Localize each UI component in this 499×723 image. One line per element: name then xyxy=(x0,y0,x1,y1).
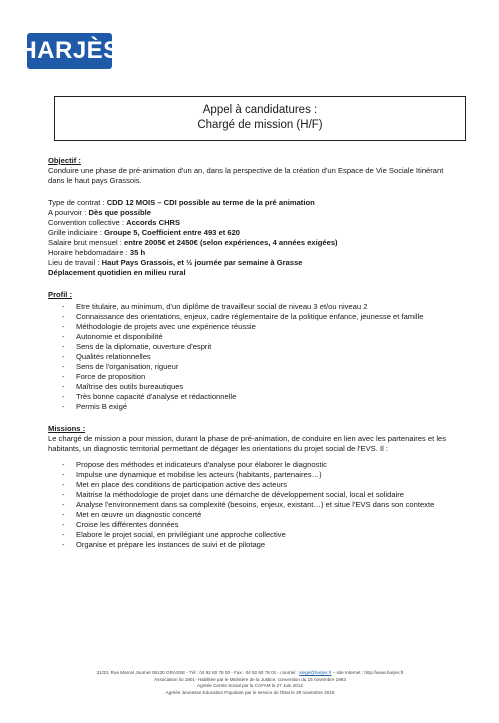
list-item: - Très bonne capacité d'analyse et rédactionnelle xyxy=(48,392,458,402)
list-item: - Maîtrise des outils bureautiques xyxy=(48,382,458,392)
list-item: - Propose des méthodes et indicateurs d'analyse pour élaborer le diagnostic xyxy=(48,460,458,470)
footer-association: Association loi 1901- Habilitée par le Ministère de la Justice, convention du 15 novembre 1993 xyxy=(154,676,346,682)
contract-travel: Déplacement quotidien en milieu rural xyxy=(48,268,186,277)
footer-centre-social: Agréée Centre Social par la CAFAM le 27 Juin 2012 xyxy=(197,683,303,689)
list-item: - Sens de l'organisation, rigueur xyxy=(48,362,458,372)
objectif-heading: Objectif : xyxy=(48,156,81,165)
list-item: - Analyse l'environnement dans sa complexité (besoins, enjeux, existant…) et situe l'EVS dans son contexte xyxy=(48,500,458,510)
list-item: - Organise et prépare les instances de suivi et de pilotage xyxy=(48,540,458,550)
list-item: - Autonomie et disponibilité xyxy=(48,332,458,342)
list-item: - Qualités relationnelles xyxy=(48,352,458,362)
contract-start: A pourvoir : Dès que possible xyxy=(48,208,151,217)
profil-heading: Profil : xyxy=(48,290,73,299)
footer-address: 31/33, Rue Marcel Journet 06130 GRASSE - Tél : 04 92 60 78 00 - Fax : 04 92 60 78 01 - courriel : siege@harjes.fr – site Internet : http://www.harjes.fr xyxy=(96,670,404,675)
profil-list xyxy=(48,302,458,412)
contract-type: Type de contrat : CDD 12 MOIS – CDI possible au terme de la pré animation xyxy=(48,198,315,207)
document-body xyxy=(48,156,458,550)
footer-email-link[interactable]: siege@harjes.fr xyxy=(299,670,332,675)
list-item: - Méthodologie de projets avec une expérience réussie xyxy=(48,322,458,332)
list-item: - Permis B exigé xyxy=(48,402,458,412)
contract-salary: Salaire brut mensuel : entre 2005€ et 2450€ (selon expériences, 4 années exigées) xyxy=(48,238,338,247)
list-item: - Force de proposition xyxy=(48,372,458,382)
contract-details xyxy=(48,198,458,278)
list-item: - Croise les différentes données xyxy=(48,520,458,530)
contract-hours: Horaire hebdomadaire : 35 h xyxy=(48,248,146,257)
title-box xyxy=(54,96,466,141)
list-item: - Elabore le projet social, en privilégiant une approche collective xyxy=(48,530,458,540)
list-item: - Maitrise la méthodologie de projet dans une démarche de développement social, local et solidaire xyxy=(48,490,458,500)
title-line-1: Appel à candidatures : xyxy=(202,104,318,116)
footer xyxy=(20,670,480,696)
list-item: - Connaissance des orientations, enjeux, cadre réglementaire de la politique enfance, jeunesse et famille xyxy=(48,312,458,322)
missions-intro: Le chargé de mission a pour mission, durant la phase de pré-animation, de conduire en lien avec les partenaires et les habitants, un diagnostic territorial permettant de dégager les orientations du projet social de l'EVS. Il : xyxy=(48,434,447,453)
list-item: - Sens de la diplomatie, ouverture d'esprit xyxy=(48,342,458,352)
missions-list xyxy=(48,460,458,550)
title-line-2: Chargé de mission (H/F) xyxy=(197,119,323,131)
list-item: - Met en œuvre un diagnostic concerté xyxy=(48,510,458,520)
contract-grid: Grille indiciaire : Groupe 5, Coefficient entre 493 et 620 xyxy=(48,228,241,237)
list-item: - Etre titulaire, au minimum, d'un diplôme de travailleur social de niveau 3 et/ou niveau 2 xyxy=(48,302,458,312)
list-item: - Impulse une dynamique et mobilise les acteurs (habitants, partenaires…) xyxy=(48,470,458,480)
contract-location: Lieu de travail : Haut Pays Grassois, et ½ journée par semaine à Grasse xyxy=(48,258,303,267)
missions-heading: Missions : xyxy=(48,424,86,433)
objectif-text: Conduire une phase de pré-animation d'un an, dans la perspective de la création d'un Espace de Vie Sociale Itinérant dans le haut pays Grassois. xyxy=(48,166,444,185)
list-item: - Met en place des conditions de participation active des acteurs xyxy=(48,480,458,490)
contract-convention: Convention collective : Accords CHRS xyxy=(48,218,181,227)
footer-jeunesse: Agréée Jeunesse Education Populaire par le service de l'Etat le 29 novembre 2016 xyxy=(165,689,335,695)
harjes-logo: HARJÈS xyxy=(27,33,112,69)
